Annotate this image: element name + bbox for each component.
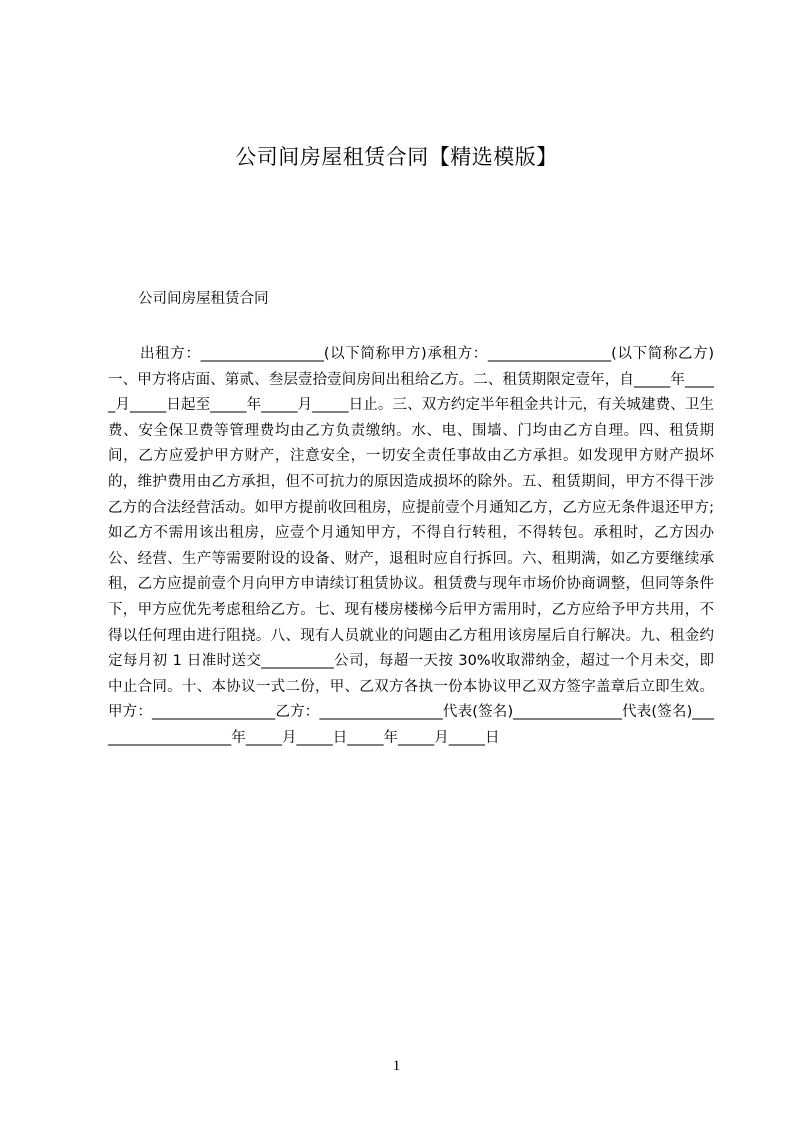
page-title: 公司间房屋租赁合同【精选模版】	[235, 145, 558, 169]
contract-body: 出租方：_________________(以下简称甲方)承租方：_________________(以下简称乙方)一、甲方将店面、第贰、叁层壹拾壹间房间出租给乙方。二、租赁期限定壹年，自_____年_____月_____日起至_____年_____月_____日止。三、双方约定半年租金共计元，有关城建费、卫生费、安全保卫费等管理费均由乙方负责缴纳。水、电、围墙、门均由乙方自理。四、租赁期间，乙方应爱护甲方财产，注意安全，一切安全责任事故由乙方承担。如发现甲方财产损坏的，维护费用由乙方承担，但不可抗力的原因造成损坏的除外。五、租赁期间，甲方不得干涉乙方的合法经营活动。如甲方提前收回租房，应提前壹个月通知乙方，乙方应无条件退还甲方;如乙方不需用该出租房，应壹个月通知甲方，不得自行转租，不得转包。承租时，乙方因办公、经营、生产等需要附设的设备、财产，退租时应自行拆回。六、租期满，如乙方要继续承租，乙方应提前壹个月向甲方申请续订租赁协议。租赁费与现年市场价协商调整，但同等条件下，甲方应优先考虑租给乙方。七、现有楼房楼梯今后甲方需用时，乙方应给予甲方共用，不得以任何理由进行阻挠。八、现有人员就业的问题由乙方租用该房屋后自行解决。九、租金约定每月初 1 日准时送交__________公司，每超一天按 30%收取滞纳金，超过一个月未交，即中止合同。十、本协议一式二份，甲、乙双方各执一份本协议甲乙双方签字盖章后立即生效。甲方：_________________乙方：_________________代表(签名)_______________代表(签名)____________________年_____月_____日_____年_____月_____日	[108, 346, 714, 746]
page-number: 1	[392, 1058, 401, 1074]
document-subtitle: 公司间房屋租赁合同	[138, 291, 269, 307]
